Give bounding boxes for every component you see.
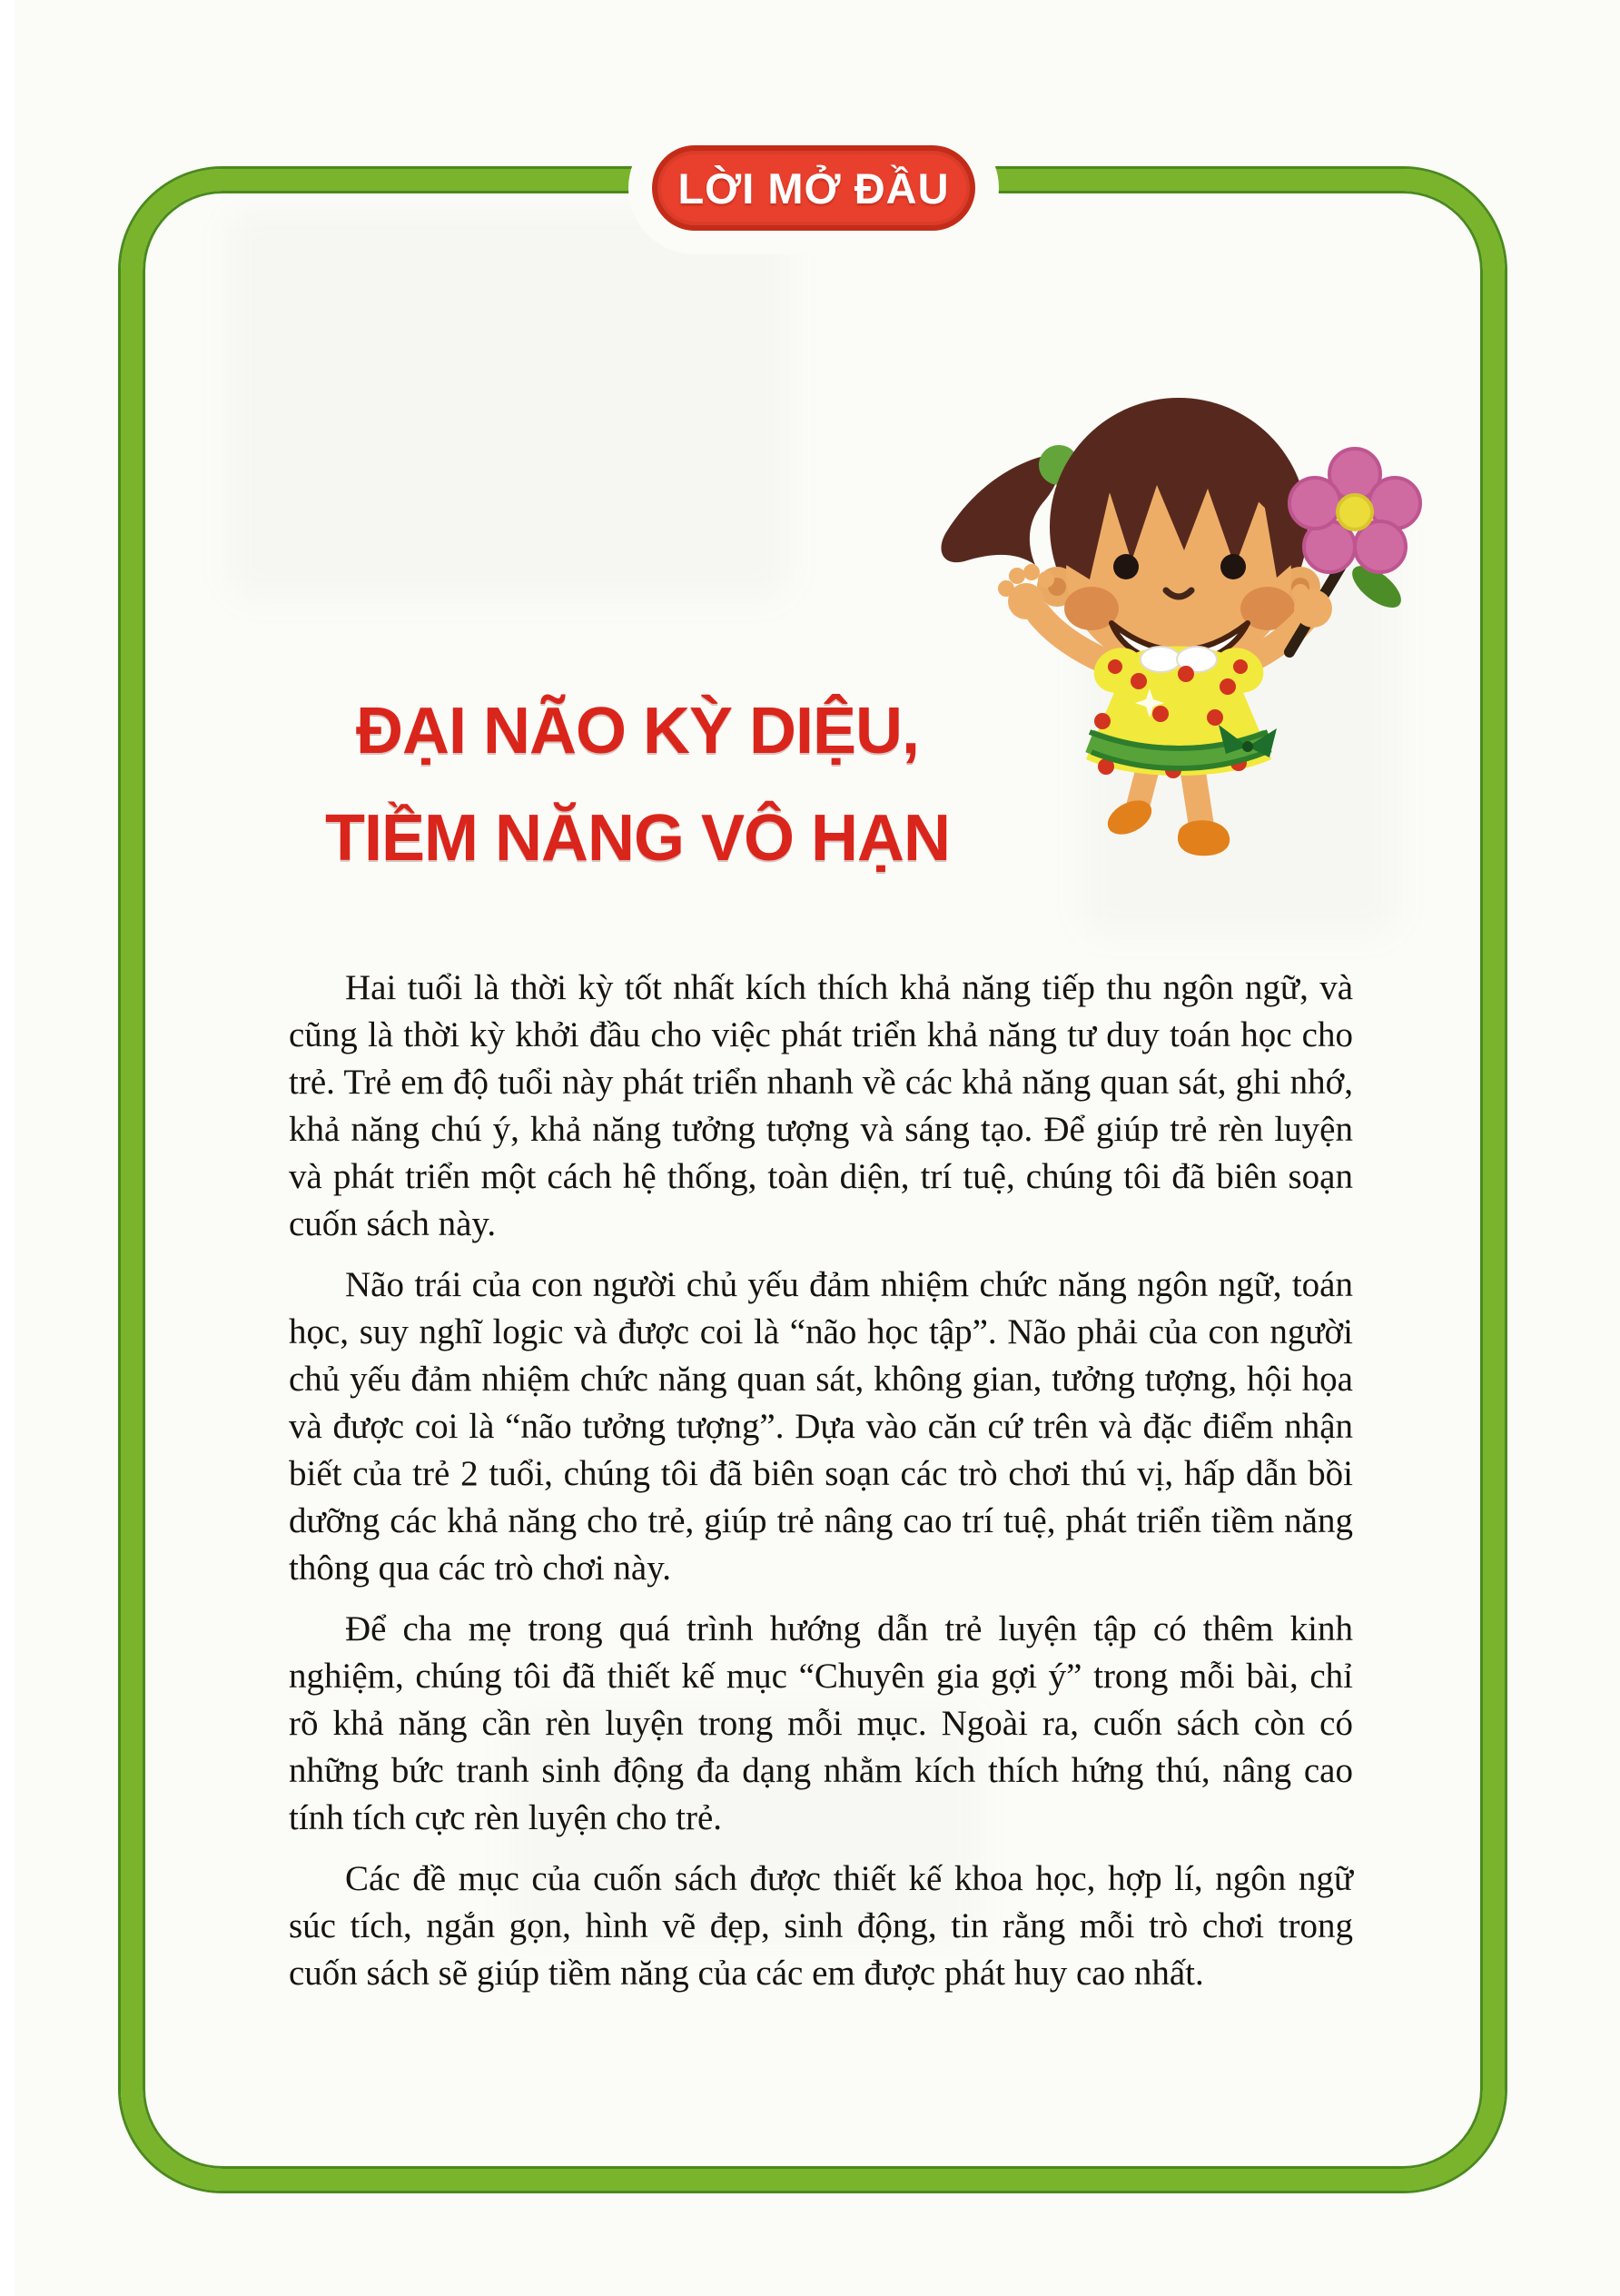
paragraph-4: Các đề mục của cuốn sách được thiết kế khoa học, hợp lí, ngôn ngữ súc tích, ngắn gọn, hình vẽ đẹp, sinh động, tin rằng mỗi trò chơi trong cuốn sách sẽ giúp tiềm năng của các em được phát huy cao nhất. <box>289 1859 1353 1993</box>
scan-edge <box>0 0 15 2296</box>
chapter-title-line-1: ĐẠI NÃO KỲ DIỆU, <box>355 695 920 767</box>
chapter-title-line-2: TIỀM NĂNG VÔ HẠN <box>324 802 950 875</box>
paragraph-1: Hai tuổi là thời kỳ tốt nhất kích thích khả năng tiếp thu ngôn ngữ, và cũng là thời kỳ khởi đầu cho việc phát triển khả năng tư duy toán học cho trẻ. Trẻ em độ tuổi này phát triển nhanh về các khả năng quan sát, ghi nhớ, khả năng chú ý, khả năng tưởng tượng và sáng tạo. Để giúp trẻ rèn luyện và phát triển một cách hệ thống, toàn diện, trí tuệ, chúng tôi đã biên soạn cuốn sách này. <box>289 968 1353 1243</box>
left-eye <box>1113 554 1139 579</box>
paragraph-3: Để cha mẹ trong quá trình hướng dẫn trẻ luyện tập có thêm kinh nghiệm, chúng tôi đã thiết kế mục “Chuyên gia gợi ý” trong mỗi bài, chỉ rõ khả năng cần rèn luyện trong mỗi mục. Ngoài ra, cuốn sách còn có những bức tranh sinh động đa dạng nhằm kích thích hứng thú, nâng cao tính tích cực rèn luyện cho trẻ. <box>289 1609 1353 1837</box>
preface-text <box>289 965 1353 2011</box>
paragraph-2: Não trái của con người chủ yếu đảm nhiệm chức năng ngôn ngữ, toán học, suy nghĩ logic và được coi là “não học tập”. Não phải của con người chủ yếu đảm nhiệm chức năng quan sát, không gian, tưởng tượng, hội họa và được coi là “não tưởng tượng”. Dựa vào căn cứ trên và đặc điểm nhận biết của trẻ 2 tuổi, chúng tôi đã biên soạn các trò chơi thú vị, hấp dẫn bồi dưỡng các khả năng cho trẻ, giúp trẻ nâng cao trí tuệ, phát triển tiềm năng thông qua các trò chơi này. <box>289 1265 1353 1588</box>
right-eye <box>1220 554 1246 579</box>
girl-with-flower-illustration <box>919 383 1427 874</box>
right-shoe <box>1178 820 1230 856</box>
flower <box>1289 449 1420 572</box>
preface-badge-label: LỜI MỞ ĐẦU <box>677 163 950 213</box>
preface-badge <box>652 145 975 231</box>
chapter-title <box>283 678 992 892</box>
